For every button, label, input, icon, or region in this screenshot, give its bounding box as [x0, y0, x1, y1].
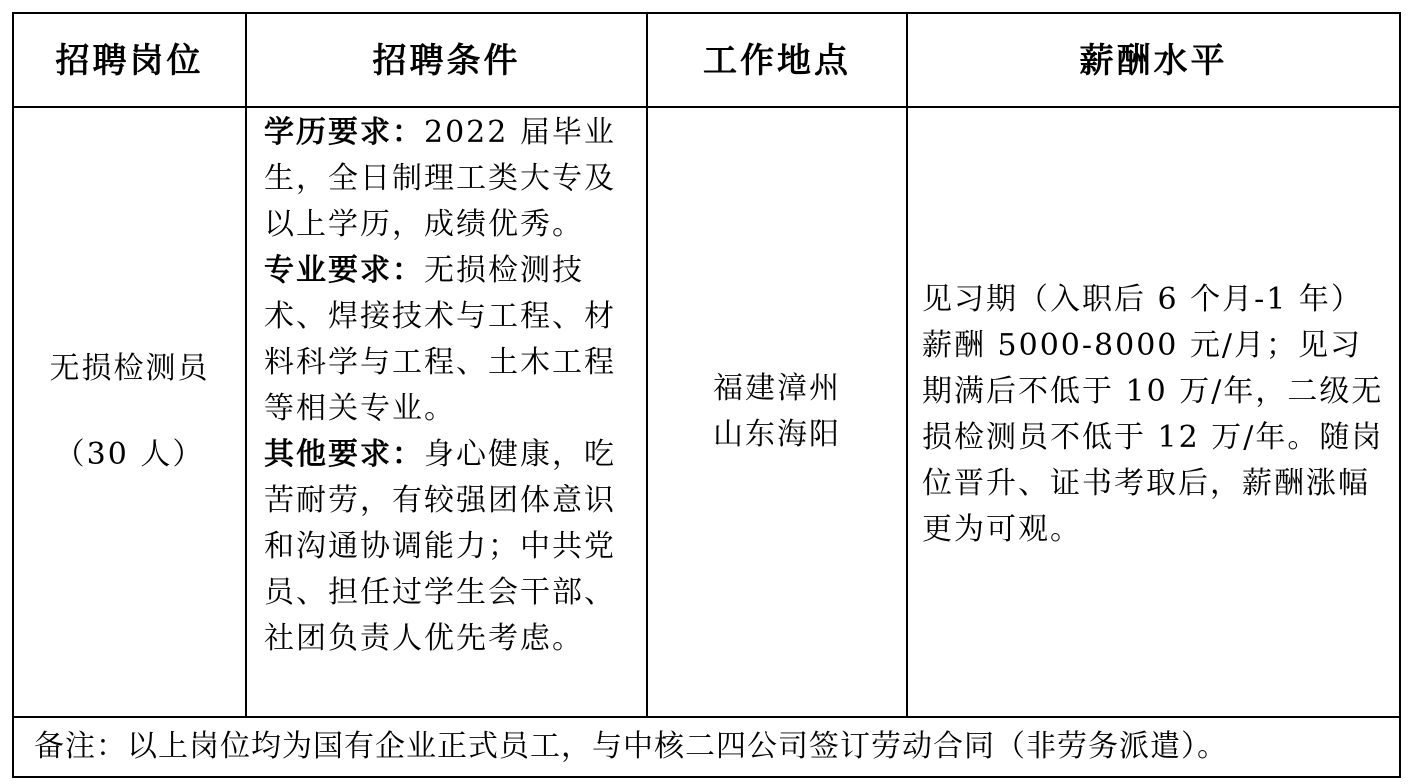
recruitment-table: [12, 12, 1401, 778]
other-requirement: [264, 432, 636, 662]
header-position: 招聘岗位: [55, 41, 204, 81]
footnote: 备注：以上岗位均为国有企业正式员工，与中核二四公司签订劳动合同（非劳务派遣）。: [34, 729, 1228, 764]
education-text: 2022 届毕业生，全日制理工类大专及以上学历，成绩优秀。: [264, 115, 616, 242]
header-conditions: 招聘条件: [372, 41, 521, 81]
salary-cell: [922, 277, 1390, 577]
column-divider-3: [906, 14, 908, 718]
position-count: （30 人）: [54, 437, 205, 472]
major-text: 无损检测技术、焊接技术与工程、材料科学与工程、土木工程等相关专业。: [264, 253, 616, 426]
position-cell: [14, 108, 245, 716]
conditions-cell: [264, 110, 636, 714]
other-text: 身心健康，吃苦耐劳，有较强团体意识和沟通协调能力；中共党员、担任过学生会干部、社团负责人优先考虑。: [264, 437, 616, 656]
education-requirement: [264, 110, 636, 248]
header-location: 工作地点: [703, 41, 851, 81]
education-label: 学历要求：: [264, 115, 424, 150]
salary-text: 见习期（入职后 6 个月-1 年）薪酬 5000-8000 元/月；见习期满后不低于 10 万/年，二级无损检测员不低于 12 万/年。随岗位晋升、证书考取后，薪酬涨幅更为可观。: [922, 282, 1384, 547]
position-name: 无损检测员: [49, 351, 210, 386]
major-label: 专业要求：: [264, 253, 424, 288]
column-divider-1: [245, 14, 247, 718]
location-cell: [648, 108, 906, 716]
major-requirement: [264, 248, 636, 432]
location-line-2: 山东海阳: [713, 417, 841, 452]
location-line-1: 福建漳州: [713, 371, 841, 406]
header-salary: 薪酬水平: [1079, 41, 1228, 81]
other-label: 其他要求：: [264, 437, 424, 472]
